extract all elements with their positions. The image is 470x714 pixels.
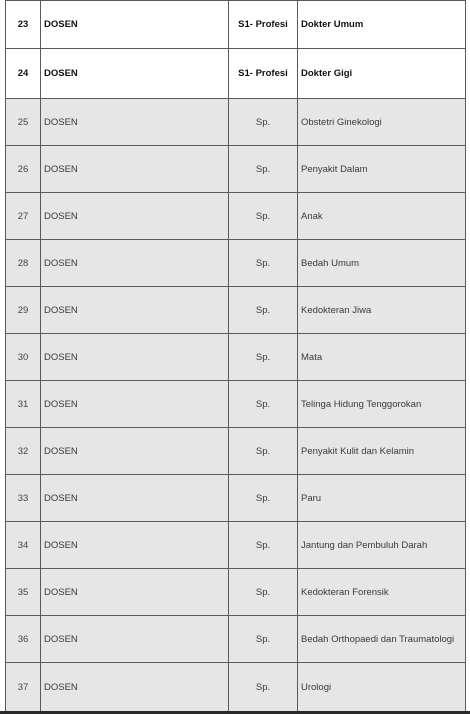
row-education: Sp.	[229, 99, 298, 146]
row-specialty: Obstetri Ginekologi	[298, 99, 466, 146]
row-education: Sp.	[229, 334, 298, 381]
row-number: 26	[6, 146, 41, 193]
row-specialty: Paru	[298, 475, 466, 522]
row-number: 36	[6, 616, 41, 663]
row-education: Sp.	[229, 475, 298, 522]
row-education: Sp.	[229, 663, 298, 713]
table-row	[6, 428, 466, 475]
table-row	[6, 49, 466, 99]
row-specialty: Bedah Orthopaedi dan Traumatologi	[298, 616, 466, 663]
table-row	[6, 569, 466, 616]
row-role: DOSEN	[41, 334, 229, 381]
row-education: Sp.	[229, 146, 298, 193]
row-number: 28	[6, 240, 41, 287]
row-education: Sp.	[229, 616, 298, 663]
table-row	[6, 616, 466, 663]
row-number: 37	[6, 663, 41, 713]
row-education: Sp.	[229, 522, 298, 569]
row-specialty: Penyakit Kulit dan Kelamin	[298, 428, 466, 475]
row-role: DOSEN	[41, 381, 229, 428]
table-row	[6, 287, 466, 334]
row-role: DOSEN	[41, 240, 229, 287]
row-specialty: Dokter Umum	[298, 1, 466, 49]
table-row	[6, 1, 466, 49]
table-row	[6, 193, 466, 240]
table-row	[6, 381, 466, 428]
row-number: 35	[6, 569, 41, 616]
row-specialty: Anak	[298, 193, 466, 240]
row-education: Sp.	[229, 193, 298, 240]
row-role: DOSEN	[41, 522, 229, 569]
row-number: 32	[6, 428, 41, 475]
row-specialty: Kedokteran Forensik	[298, 569, 466, 616]
table-row	[6, 522, 466, 569]
row-specialty: Telinga Hidung Tenggorokan	[298, 381, 466, 428]
row-role: DOSEN	[41, 287, 229, 334]
staff-table	[5, 0, 466, 713]
row-role: DOSEN	[41, 193, 229, 240]
row-education: Sp.	[229, 240, 298, 287]
row-number: 24	[6, 49, 41, 99]
row-education: Sp.	[229, 381, 298, 428]
table-row	[6, 240, 466, 287]
row-role: DOSEN	[41, 146, 229, 193]
row-specialty: Urologi	[298, 663, 466, 713]
table-row	[6, 475, 466, 522]
row-role: DOSEN	[41, 49, 229, 99]
row-number: 29	[6, 287, 41, 334]
row-role: DOSEN	[41, 475, 229, 522]
row-education: Sp.	[229, 569, 298, 616]
row-number: 27	[6, 193, 41, 240]
row-number: 25	[6, 99, 41, 146]
row-number: 23	[6, 1, 41, 49]
row-number: 33	[6, 475, 41, 522]
row-role: DOSEN	[41, 663, 229, 713]
row-specialty: Bedah Umum	[298, 240, 466, 287]
row-education: S1- Profesi	[229, 1, 298, 49]
row-specialty: Mata	[298, 334, 466, 381]
table-row	[6, 99, 466, 146]
row-education: S1- Profesi	[229, 49, 298, 99]
staff-table-body	[6, 1, 466, 713]
row-specialty: Penyakit Dalam	[298, 146, 466, 193]
row-education: Sp.	[229, 428, 298, 475]
row-specialty: Dokter Gigi	[298, 49, 466, 99]
row-role: DOSEN	[41, 569, 229, 616]
row-role: DOSEN	[41, 428, 229, 475]
table-row	[6, 663, 466, 713]
row-role: DOSEN	[41, 99, 229, 146]
row-number: 31	[6, 381, 41, 428]
row-specialty: Kedokteran Jiwa	[298, 287, 466, 334]
row-role: DOSEN	[41, 616, 229, 663]
row-number: 30	[6, 334, 41, 381]
table-row	[6, 146, 466, 193]
row-specialty: Jantung dan Pembuluh Darah	[298, 522, 466, 569]
row-number: 34	[6, 522, 41, 569]
table-row	[6, 334, 466, 381]
row-education: Sp.	[229, 287, 298, 334]
row-role: DOSEN	[41, 1, 229, 49]
